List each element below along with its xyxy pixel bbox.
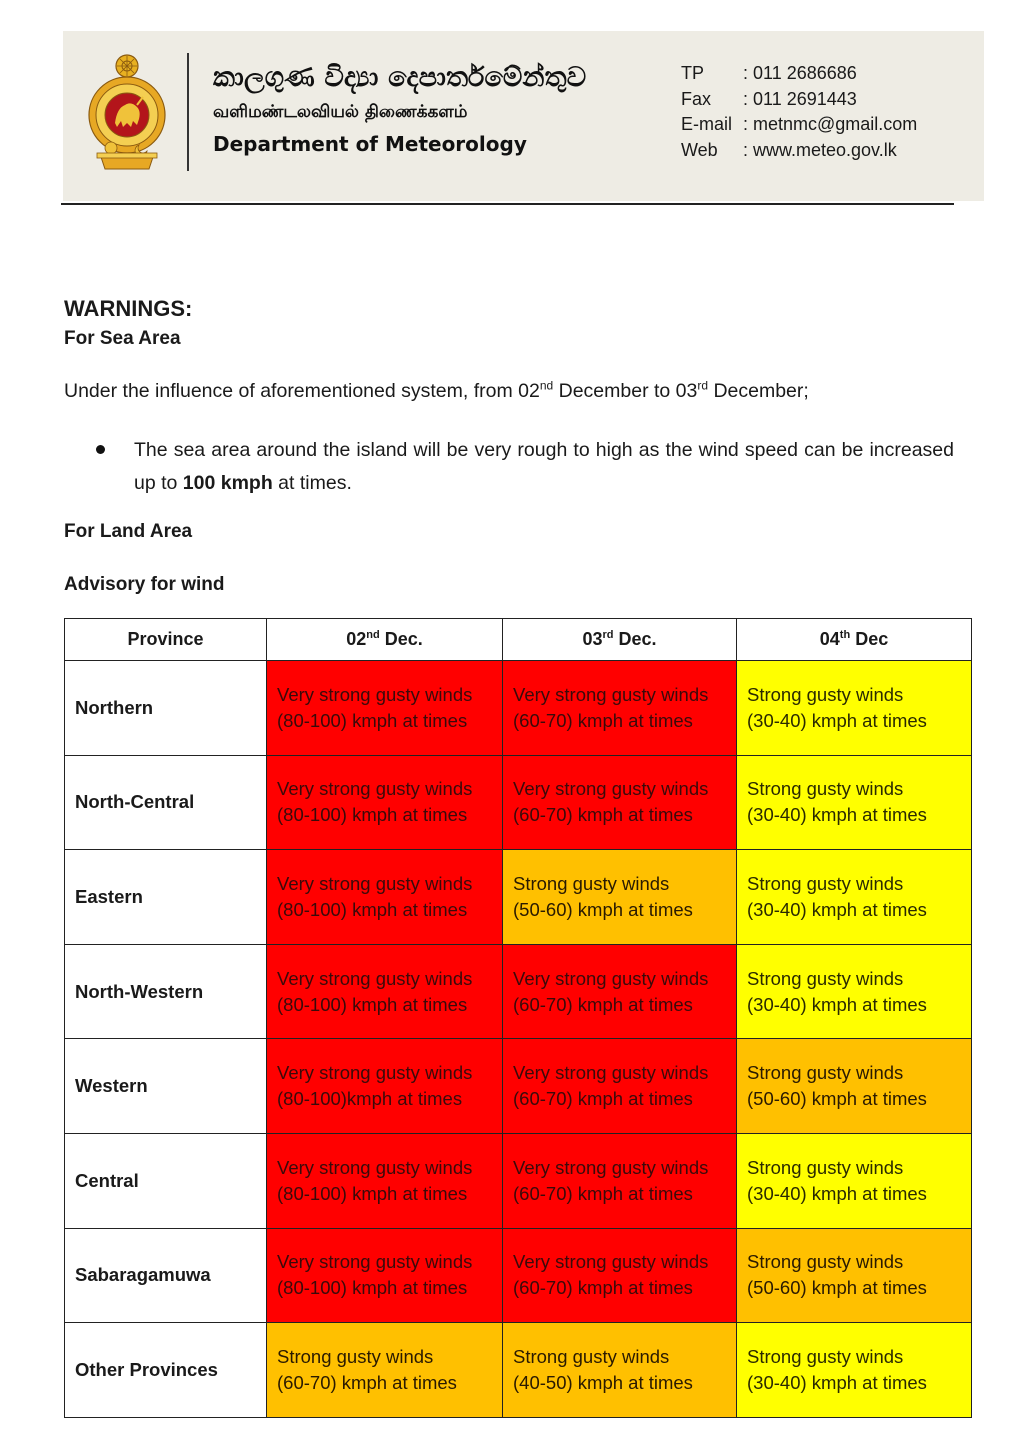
wind-cell [737,850,972,945]
wind-speed: (40-50) kmph at times [513,1371,693,1393]
wind-description: Strong gusty winds [747,1251,904,1273]
contact-row-fax [681,87,917,113]
table-row [65,944,972,1039]
wind-description: Very strong gusty winds [277,1062,473,1084]
warnings-title: WARNINGS: [64,296,193,321]
wind-description: Very strong gusty winds [513,1062,709,1084]
department-name-tamil: வளிமண்டலவியல் திணைக்களம் [213,102,468,122]
table-row [65,1039,972,1134]
wind-cell [503,1228,737,1323]
wind-description: Very strong gusty winds [513,683,709,705]
wind-cell [267,1228,503,1323]
header-text: 03 [582,629,603,649]
wind-speed: (80-100) kmph at times [277,1182,468,1204]
wind-speed: (80-100) kmph at times [277,804,468,826]
wind-cell [503,661,737,756]
header-text: 04 [819,629,840,649]
wind-description: Very strong gusty winds [277,778,473,800]
wind-speed: (80-100)kmph at times [277,1088,463,1110]
wind-description: Very strong gusty winds [277,683,473,705]
wind-cell [267,661,503,756]
header-ordinal: nd [366,629,380,641]
contact-value: : www.meteo.gov.lk [743,139,897,160]
wind-cell [267,944,503,1039]
contact-value: : 011 2686686 [743,63,857,84]
wind-description: Very strong gusty winds [513,1156,709,1178]
wind-speed: (30-40) kmph at times [747,1371,927,1393]
table-row [65,1228,972,1323]
province-cell: Eastern [65,850,267,945]
header-divider [187,53,189,171]
sea-area-title: For Sea Area [64,328,181,349]
contact-row-phone [681,61,917,87]
wind-description: Strong gusty winds [747,683,904,705]
table-row [65,850,972,945]
wind-speed: (50-60) kmph at times [747,1088,927,1110]
wind-cell [503,944,737,1039]
wind-speed: (60-70) kmph at times [513,1088,693,1110]
bullet-text [134,434,954,500]
wind-cell [267,1323,503,1418]
wind-description: Strong gusty winds [513,1345,670,1367]
advisory-title: Advisory for wind [64,574,225,595]
province-cell: North-Central [65,755,267,850]
table-body [65,661,972,1418]
wind-cell [737,1133,972,1228]
province-cell: Central [65,1133,267,1228]
contact-row-web [681,138,917,164]
contact-label: Fax [681,88,712,109]
wind-cell [503,1133,737,1228]
column-header-day [503,619,737,661]
wind-description: Strong gusty winds [747,1345,904,1367]
wind-description: Strong gusty winds [747,967,904,989]
wind-cell [737,1228,972,1323]
intro-paragraph [64,380,809,403]
wind-description: Strong gusty winds [513,872,670,894]
table-row [65,1133,972,1228]
intro-ordinal: rd [697,378,709,393]
intro-text: Under the influence of aforementioned system, from 02 [64,380,540,402]
department-names [213,59,586,161]
contact-details [681,61,917,163]
wind-cell [737,661,972,756]
wind-speed: (30-40) kmph at times [747,804,927,826]
wind-speed: (30-40) kmph at times [747,1182,927,1204]
province-cell: Sabaragamuwa [65,1228,267,1323]
wind-cell [737,1039,972,1134]
header-text: Dec. [613,629,657,649]
intro-ordinal: nd [539,378,554,393]
sri-lanka-emblem-icon [87,53,167,171]
wind-speed: (30-40) kmph at times [747,709,927,731]
wind-description: Very strong gusty winds [513,967,709,989]
bullet-icon [96,434,106,444]
contact-label: TP [681,63,705,84]
column-header-day [737,619,972,661]
department-name-english: Department of Meteorology [213,132,527,156]
wind-cell [267,1133,503,1228]
header-text: Dec [850,629,889,649]
table-header-row [65,619,972,661]
intro-text: December; [708,380,809,402]
province-cell: Other Provinces [65,1323,267,1418]
wind-speed: (30-40) kmph at times [747,993,927,1015]
contact-value: : metnmc@gmail.com [743,114,918,135]
wind-cell [503,1039,737,1134]
wind-speed: (60-70) kmph at times [513,709,693,731]
wind-cell [267,850,503,945]
province-cell: Northern [65,661,267,756]
wind-advisory-table [64,618,972,1418]
contact-label: Web [681,139,718,160]
wind-speed: (50-60) kmph at times [747,1277,927,1299]
wind-description: Strong gusty winds [277,1345,434,1367]
bullet-text-bold: 100 kmph [182,472,273,494]
wind-speed: (60-70) kmph at times [277,1371,457,1393]
wind-speed: (60-70) kmph at times [513,1182,693,1204]
wind-description: Very strong gusty winds [513,778,709,800]
wind-speed: (60-70) kmph at times [513,1277,693,1299]
table-row [65,1323,972,1418]
wind-speed: (80-100) kmph at times [277,993,468,1015]
wind-speed: (80-100) kmph at times [277,898,468,920]
wind-speed: (60-70) kmph at times [513,993,693,1015]
table-row [65,661,972,756]
header-rule [61,203,954,205]
header-text: Dec. [379,629,423,649]
header-ordinal: rd [602,629,614,641]
wind-description: Very strong gusty winds [513,1251,709,1273]
wind-cell [503,755,737,850]
wind-description: Strong gusty winds [747,1156,904,1178]
header-text: 02 [346,629,367,649]
wind-cell [737,944,972,1039]
header-text: Province [127,629,204,649]
province-cell: Western [65,1039,267,1134]
wind-speed: (30-40) kmph at times [747,898,927,920]
province-cell: North-Western [65,944,267,1039]
column-header-province [65,619,267,661]
wind-description: Strong gusty winds [747,1062,904,1084]
wind-cell [503,1323,737,1418]
wind-cell [737,1323,972,1418]
wind-description: Strong gusty winds [747,872,904,894]
contact-value: : 011 2691443 [743,88,857,109]
wind-cell [267,1039,503,1134]
department-name-sinhala: කාලගුණ විද්‍යා දෙපාර්තමේන්තුව [213,62,587,93]
contact-label: E-mail [681,114,733,135]
wind-speed: (50-60) kmph at times [513,898,693,920]
table-row [65,755,972,850]
wind-description: Very strong gusty winds [277,967,473,989]
column-header-day [267,619,503,661]
wind-description: Strong gusty winds [747,778,904,800]
bullet-text-part: at times. [272,472,352,494]
wind-speed: (80-100) kmph at times [277,709,468,731]
land-area-title: For Land Area [64,521,193,542]
wind-description: Very strong gusty winds [277,1156,473,1178]
sea-warning-bullet [96,434,954,500]
wind-cell [267,755,503,850]
wind-cell [503,850,737,945]
wind-description: Very strong gusty winds [277,1251,473,1273]
header-ordinal: th [839,629,851,641]
letterhead [63,31,984,201]
contact-row-email [681,112,917,138]
wind-speed: (60-70) kmph at times [513,804,693,826]
wind-speed: (80-100) kmph at times [277,1277,468,1299]
wind-description: Very strong gusty winds [277,872,473,894]
intro-text: December to 03 [553,380,698,402]
bullet-text-part: The sea area around the island will be very rough to high as the wind speed can be increased up to [134,439,954,494]
wind-cell [737,755,972,850]
